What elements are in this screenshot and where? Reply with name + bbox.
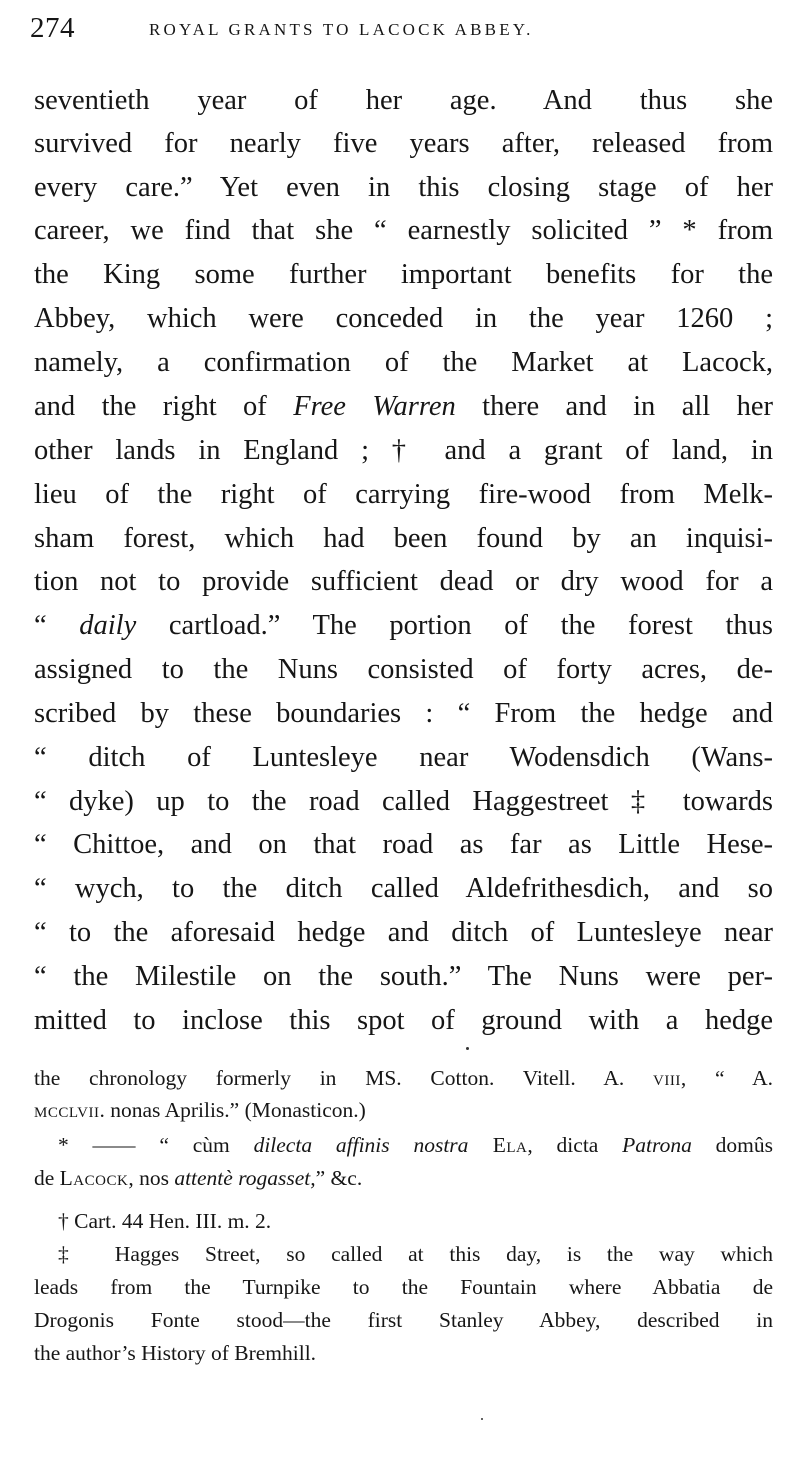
footnote-text: . nonas Aprilis.” (Monasticon.) — [99, 1098, 366, 1122]
footnote-text: , nos — [128, 1166, 175, 1190]
body-line: every care.” Yet even in this closing stage of her — [34, 172, 773, 203]
body-line: seventieth year of her age. And thus she — [34, 85, 773, 116]
italic-phrase: Free Warren — [293, 391, 456, 422]
ink-speck — [481, 1418, 483, 1420]
footnote-line: Drogonis Fonte stood—the first Stanley Abbey, described in — [34, 1308, 773, 1332]
footnote-line: † Cart. 44 Hen. III. m. 2. — [58, 1209, 272, 1233]
footnote-line — [58, 1131, 773, 1159]
footnote-line — [34, 1164, 773, 1192]
footnote-text: , “ A. — [680, 1066, 773, 1090]
body-line: namely, a confirmation of the Market at Lacock, — [34, 347, 773, 378]
body-line: career, we find that she “ earnestly solicited ” * from — [34, 215, 773, 246]
footnote-name: Ela — [468, 1133, 528, 1157]
body-line-part: there and in all her — [455, 391, 773, 422]
body-line: tion not to provide sufficient dead or dry wood for a — [34, 566, 773, 597]
page-number: 274 — [30, 12, 75, 44]
body-line: sham forest, which had been found by an inquisi- — [34, 523, 773, 554]
footnote-italic: Patrona — [622, 1133, 692, 1157]
body-line-part: and the right of — [34, 391, 294, 422]
footnote-text: the chronology formerly in MS. Cotton. Vitell. A. — [34, 1066, 653, 1090]
footnote-text: de — [34, 1166, 60, 1190]
body-line: scribed by these boundaries : “ From the hedge and — [34, 698, 773, 729]
footnote-italic: attentè rogasset, — [174, 1166, 316, 1190]
body-line: lieu of the right of carrying fire-wood from Melk- — [34, 479, 773, 510]
body-line-part: “ — [34, 610, 80, 641]
body-line: other lands in England ; † and a grant of land, in — [34, 435, 773, 466]
footnote-line — [34, 1064, 773, 1092]
running-title: ROYAL GRANTS TO LACOCK ABBEY. — [149, 20, 534, 39]
footnote-italic: dilecta affinis nostra — [253, 1133, 469, 1157]
footnote-text: ” &c. — [315, 1166, 363, 1190]
body-line: “ to the aforesaid hedge and ditch of Luntesleye near — [34, 917, 773, 948]
body-line: the King some further important benefits for the — [34, 259, 773, 290]
body-line: “ wych, to the ditch called Aldefrithesdich, and so — [34, 873, 773, 904]
body-line — [34, 609, 773, 643]
body-line: “ dyke) up to the road called Haggestreet ‡ towards — [34, 786, 773, 817]
body-line: “ the Milestile on the south.” The Nuns were per- — [34, 961, 773, 992]
ink-speck — [466, 1047, 469, 1050]
footnote-line — [34, 1096, 773, 1124]
body-line: “ ditch of Luntesleye near Wodensdich (Wans- — [34, 742, 773, 773]
footnote-name: Lacock — [59, 1166, 129, 1190]
footnote-numeral: mcclvii — [34, 1098, 100, 1122]
body-line: Abbey, which were conceded in the year 1260 ; — [34, 303, 773, 334]
footnote-line: leads from the Turnpike to the Fountain where Abbatia de — [34, 1275, 773, 1299]
italic-phrase: daily — [79, 610, 137, 641]
body-line — [34, 390, 773, 424]
body-line: assigned to the Nuns consisted of forty acres, de- — [34, 654, 773, 685]
body-line-part: cartload.” The portion of the forest thus — [136, 610, 773, 641]
footnote-text: , dicta — [527, 1133, 623, 1157]
footnote-line: the author’s History of Bremhill. — [34, 1341, 317, 1365]
body-line: “ Chittoe, and on that road as far as Little Hese- — [34, 829, 773, 860]
footnote-text: domûs — [691, 1133, 773, 1157]
body-line: mitted to inclose this spot of ground with a hedge — [34, 1005, 773, 1036]
footnote-line: ‡ Hagges Street, so called at this day, is the way which — [58, 1242, 773, 1266]
body-line: survived for nearly five years after, released from — [34, 128, 773, 159]
footnote-text: * —— “ cùm — [58, 1133, 254, 1157]
footnote-numeral: viii — [653, 1066, 681, 1090]
